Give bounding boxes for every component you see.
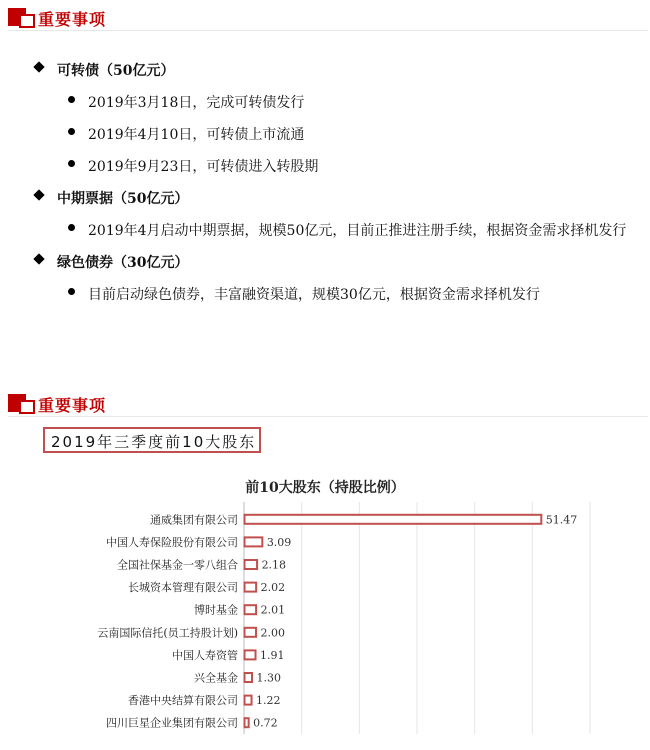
category-label: 博时基金 <box>194 603 238 617</box>
shareholders-box-title: 2019年三季度前10大股东 <box>43 427 261 453</box>
section-title: 重要事项 <box>38 396 107 415</box>
bar <box>245 696 252 705</box>
bar <box>245 605 257 614</box>
diamond-bullet-icon <box>33 61 44 72</box>
section-marker-icon <box>8 4 38 30</box>
section-header-1 <box>8 4 648 34</box>
value-label: 2.02 <box>260 581 286 595</box>
value-label: 51.47 <box>545 513 578 527</box>
bar <box>245 718 249 727</box>
section-header-2 <box>8 390 648 420</box>
value-label: 1.91 <box>260 648 285 662</box>
value-label: 2.00 <box>260 626 286 640</box>
top10-shareholders-chart <box>0 470 650 750</box>
bar <box>245 537 263 546</box>
bullet-dot-icon <box>68 160 75 167</box>
category-label: 兴全基金 <box>194 671 238 685</box>
value-label: 2.18 <box>261 558 287 572</box>
bar <box>245 560 258 569</box>
category-label: 通威集团有限公司 <box>150 513 238 527</box>
bar <box>245 650 256 659</box>
category-label: 中国人寿保险股份有限公司 <box>106 535 238 549</box>
category-label: 四川巨星企业集团有限公司 <box>106 716 238 730</box>
value-label: 1.22 <box>256 694 281 708</box>
bar <box>245 628 257 637</box>
value-label: 2.01 <box>260 603 286 617</box>
bar <box>245 515 542 524</box>
bullet-dot-icon <box>68 288 75 295</box>
bar <box>245 583 257 592</box>
diamond-bullet-icon <box>33 189 44 200</box>
category-label: 香港中央结算有限公司 <box>128 694 238 708</box>
bullet-dot-icon <box>68 128 75 135</box>
value-label: 0.72 <box>253 716 278 730</box>
value-label: 3.09 <box>266 535 292 549</box>
section-title: 重要事项 <box>38 10 107 29</box>
bullet-dot-icon <box>68 224 75 231</box>
category-label: 全国社保基金一零八组合 <box>117 558 238 572</box>
diamond-bullet-icon <box>33 253 44 264</box>
category-label: 中国人寿资管 <box>172 648 238 662</box>
bar <box>245 673 252 682</box>
bullet-dot-icon <box>68 96 75 103</box>
divider <box>8 30 648 31</box>
divider <box>8 416 648 417</box>
category-label: 长城资本管理有限公司 <box>128 581 238 595</box>
chart-title: 前10大股东（持股比例） <box>245 480 405 496</box>
category-label: 云南国际信托(员工持股计划) <box>97 626 238 640</box>
section-marker-icon <box>8 390 38 416</box>
value-label: 1.30 <box>256 671 281 685</box>
